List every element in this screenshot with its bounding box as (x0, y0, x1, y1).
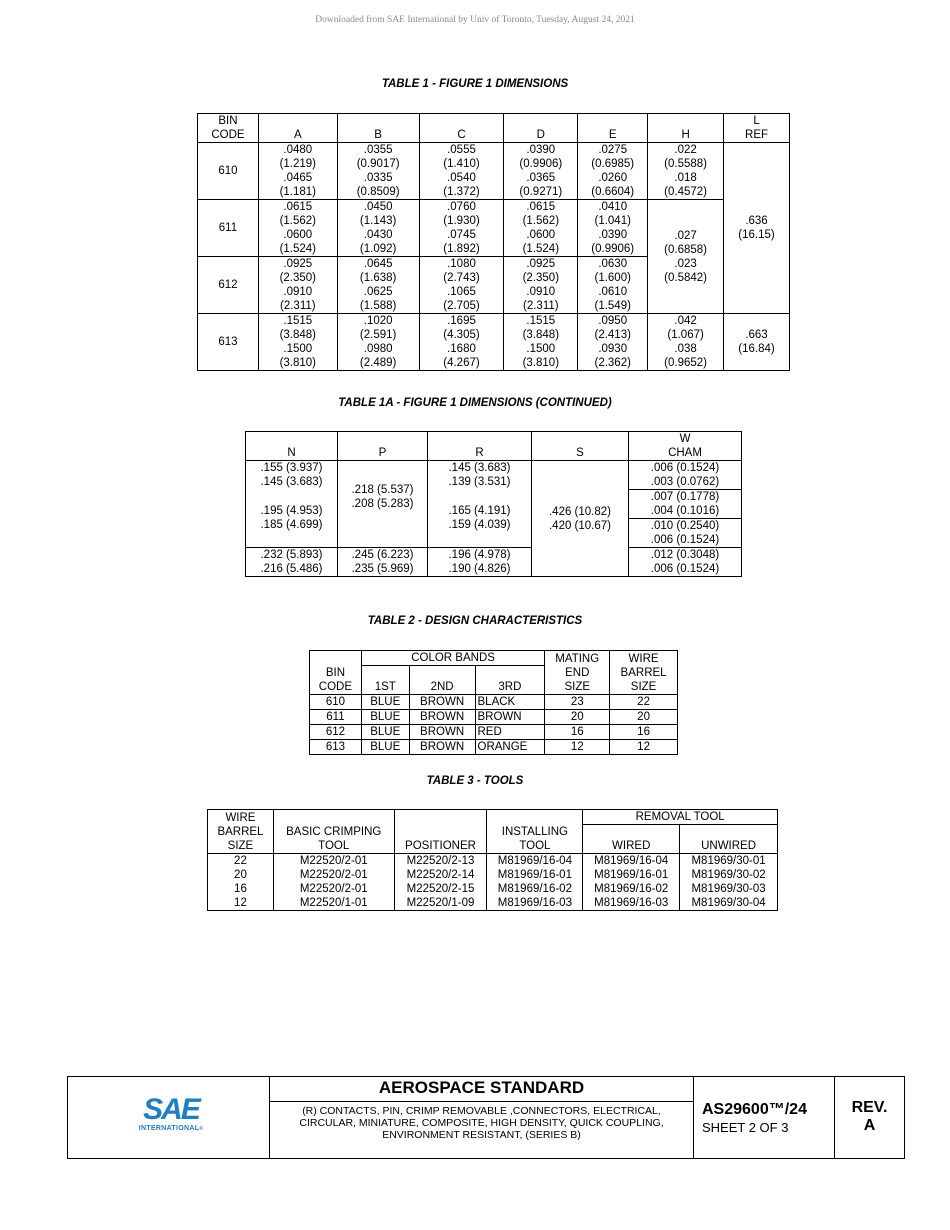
table1a-title: TABLE 1A - FIGURE 1 DIMENSIONS (CONTINUED) (338, 397, 612, 409)
table2-title: TABLE 2 - DESIGN CHARACTERISTICS (367, 615, 583, 627)
table1a-n-cell: .232 (5.893) .216 (5.486) (246, 548, 338, 577)
table2-header-mating: MATING END SIZE (545, 651, 610, 695)
table1a-n-cell: .155 (3.937) .145 (3.683) (246, 461, 338, 490)
table1-bin-code: 611 (198, 200, 259, 257)
table2-cell: 23 (545, 695, 610, 710)
table2-cell: 612 (310, 725, 362, 740)
standard-description: (R) CONTACTS, PIN, CRIMP REMOVABLE ,CONNECTORS, ELECTRICAL, CIRCULAR, MINIATURE, COMPOSITE, HIGH DENSITY, QUICK COUPLING, ENVIRONMENT RESISTANT, (SERIES B) (299, 1105, 664, 1141)
table1-header-l: L (753, 115, 760, 127)
table1-header-row (198, 114, 790, 143)
table1a-w-cell: .007 (0.1778) .004 (0.1016) (629, 490, 742, 519)
table1-l-ref-610-612: .636 (16.15) (724, 143, 790, 314)
table1-cell: .1695 (4.305) .1680 (4.267) (419, 314, 504, 371)
table3-header-unwired: UNWIRED (680, 825, 778, 854)
table3-title: TABLE 3 - TOOLS (426, 775, 524, 787)
table3-header-wire: WIRE BARREL SIZE (208, 810, 274, 854)
table1-header-code: CODE (211, 129, 245, 141)
table1-bin-code: 612 (198, 257, 259, 314)
table2-header-color-bands: COLOR BANDS (361, 651, 544, 666)
download-watermark: Downloaded from SAE International by Univ of Toronto, Tuesday, August 24, 2021 (315, 15, 635, 25)
table2-cell: BLUE (361, 740, 409, 755)
table1-cell: .0925 (2.350) .0910 (2.311) (504, 257, 578, 314)
table3-body (208, 854, 778, 911)
table2-cell: BROWN (475, 710, 545, 725)
table1a-header-s: S (532, 432, 629, 461)
revision-label: REV. (851, 1099, 888, 1116)
table1a-w-cell: .010 (0.2540) .006 (0.1524) (629, 519, 742, 548)
sae-logo-subtitle: INTERNATIONAL® (138, 1125, 204, 1132)
table2-header-1st: 1ST (361, 666, 409, 695)
table1-header-b: B (337, 114, 419, 143)
table1a-row (246, 490, 742, 519)
table3-header-removal: REMOVAL TOOL (583, 810, 778, 825)
table1a-w-cell: .006 (0.1524) .003 (0.0762) (629, 461, 742, 490)
table2-cell: 611 (310, 710, 362, 725)
table1-cell: .1515 (3.848) .1500 (3.810) (258, 314, 337, 371)
table2-cell: BROWN (409, 695, 475, 710)
table2-cell: 20 (545, 710, 610, 725)
table1-header-a: A (258, 114, 337, 143)
table2-cell: 610 (310, 695, 362, 710)
table1 (197, 113, 790, 371)
table2-cell: 16 (545, 725, 610, 740)
table3-col-wired: M81969/16-04 M81969/16-01 M81969/16-02 M81969/16-03 (583, 854, 680, 911)
table3-header-crimp: BASIC CRIMPING TOOL (273, 810, 394, 854)
table1-cell: .0275 (0.6985) .0260 (0.6604) (578, 143, 648, 200)
table1-cell: .0760 (1.930) .0745 (1.892) (419, 200, 504, 257)
table1a-p-cell: .245 (6.223) .235 (5.969) (338, 548, 428, 577)
table2-cell: 22 (610, 695, 678, 710)
table1a-r-cell: .145 (3.683) .139 (3.531) (428, 461, 532, 490)
table2-cell: 16 (610, 725, 678, 740)
table1a-r-cell: .196 (4.978) .190 (4.826) (428, 548, 532, 577)
table1-cell: .0355 (0.9017) .0335 (0.8509) (337, 143, 419, 200)
table2-cell: BLACK (475, 695, 545, 710)
table1-title: TABLE 1 - FIGURE 1 DIMENSIONS (381, 78, 569, 90)
table2-row (310, 710, 678, 725)
table3-header-installing: INSTALLING TOOL (487, 810, 583, 854)
table3-header-positioner: POSITIONER (394, 810, 487, 854)
table1-cell: .0480 (1.219) .0465 (1.181) (258, 143, 337, 200)
table1a-row (246, 548, 742, 577)
table1-cell: .0615 (1.562) .0600 (1.524) (504, 200, 578, 257)
table3-col-unwired: M81969/30-01 M81969/30-02 M81969/30-03 M81969/30-04 (680, 854, 778, 911)
table1-header-c: C (419, 114, 504, 143)
logo-cell (68, 1077, 270, 1158)
table3-col-wire: 22 20 16 12 (208, 854, 274, 911)
table1-cell: .0555 (1.410) .0540 (1.372) (419, 143, 504, 200)
table1a-header-row (246, 432, 742, 461)
table3-col-crimp: M22520/2-01 M22520/2-01 M22520/2-01 M22520/1-01 (273, 854, 394, 911)
table1-cell: .0410 (1.041) .0390 (0.9906) (578, 200, 648, 257)
table3-header-row (208, 810, 778, 825)
doc-number-cell (694, 1077, 835, 1158)
table1a-n-cell: .195 (4.953) .185 (4.699) (246, 490, 338, 548)
sae-logo-mark: SAE (143, 1093, 199, 1126)
table1-cell: .0950 (2.413) .0930 (2.362) (578, 314, 648, 371)
table2-row (310, 740, 678, 755)
table1a-header-n: N (246, 432, 338, 461)
table1-cell: .0630 (1.600) .0610 (1.549) (578, 257, 648, 314)
table1-row-611 (198, 200, 790, 257)
table2-header-row (310, 651, 678, 666)
table1-cell: .0450 (1.143) .0430 (1.092) (337, 200, 419, 257)
table2-cell: BROWN (409, 740, 475, 755)
table2-header-3rd: 3RD (475, 666, 545, 695)
table3-header-wired: WIRED (583, 825, 680, 854)
table3 (207, 809, 778, 911)
table2-cell: BLUE (361, 710, 409, 725)
table2-cell: BLUE (361, 695, 409, 710)
table1-bin-code: 613 (198, 314, 259, 371)
table1-cell: .042 (1.067) .038 (0.9652) (648, 314, 724, 371)
table1-header-bin: BIN (218, 115, 238, 127)
table1-header-d: D (504, 114, 578, 143)
table1a-w-cell: .012 (0.3048) .006 (0.1524) (629, 548, 742, 577)
table1a-row (246, 461, 742, 490)
table2-cell: 613 (310, 740, 362, 755)
table1-l-ref-613: .663 (16.84) (724, 314, 790, 371)
table1-cell: .0645 (1.638) .0625 (1.588) (337, 257, 419, 314)
table1-cell: .0615 (1.562) .0600 (1.524) (258, 200, 337, 257)
table1-row-610 (198, 143, 790, 200)
table2-cell: BROWN (409, 710, 475, 725)
table1-row-613 (198, 314, 790, 371)
table2-cell: BROWN (409, 725, 475, 740)
standard-title: AEROSPACE STANDARD (270, 1077, 693, 1102)
table1a-header-w: W CHAM (629, 432, 742, 461)
table2-cell: RED (475, 725, 545, 740)
table1-cell: .1515 (3.848) .1500 (3.810) (504, 314, 578, 371)
table1a-s-cell: .426 (10.82) .420 (10.67) (532, 461, 629, 577)
table2-cell: BLUE (361, 725, 409, 740)
table1a (245, 431, 742, 577)
table3-col-positioner: M22520/2-13 M22520/2-14 M22520/2-15 M22520/1-09 (394, 854, 487, 911)
table2 (309, 650, 678, 755)
revision (835, 1099, 904, 1135)
table1-cell: .022 (0.5588) .018 (0.4572) (648, 143, 724, 200)
table2-cell: 20 (610, 710, 678, 725)
table1-bin-code: 610 (198, 143, 259, 200)
table1-h-611-612: .027 (0.6858) .023 (0.5842) (648, 200, 724, 314)
table1-header-h: H (648, 114, 724, 143)
table2-header-2nd: 2ND (409, 666, 475, 695)
document-number: AS29600™/24 (702, 1101, 807, 1118)
table2-cell: 12 (610, 740, 678, 755)
table2-header-wire: WIRE BARREL SIZE (610, 651, 678, 695)
revision-value: A (863, 1117, 876, 1134)
table2-cell: ORANGE (475, 740, 545, 755)
table1a-header-p: P (338, 432, 428, 461)
table1-header-ref: REF (745, 129, 769, 141)
table2-row (310, 725, 678, 740)
table2-cell: 12 (545, 740, 610, 755)
table1a-r-cell: .165 (4.191) .159 (4.039) (428, 490, 532, 548)
table1a-p-cell: .218 (5.537) .208 (5.283) (338, 461, 428, 548)
table1-cell: .0925 (2.350) .0910 (2.311) (258, 257, 337, 314)
sheet-number: SHEET 2 OF 3 (702, 1120, 789, 1135)
table1a-header-r: R (428, 432, 532, 461)
table1-header-e: E (578, 114, 648, 143)
table1-cell: .1080 (2.743) .1065 (2.705) (419, 257, 504, 314)
table2-row (310, 695, 678, 710)
table1-cell: .0390 (0.9906) .0365 (0.9271) (504, 143, 578, 200)
revision-cell (835, 1077, 904, 1158)
title-block (67, 1076, 905, 1159)
table1-cell: .1020 (2.591) .0980 (2.489) (337, 314, 419, 371)
title-cell (270, 1077, 694, 1158)
sae-logo (136, 1095, 206, 1132)
table2-header-bin: BIN CODE (310, 651, 362, 695)
table3-col-installing: M81969/16-04 M81969/16-01 M81969/16-02 M81969/16-03 (487, 854, 583, 911)
